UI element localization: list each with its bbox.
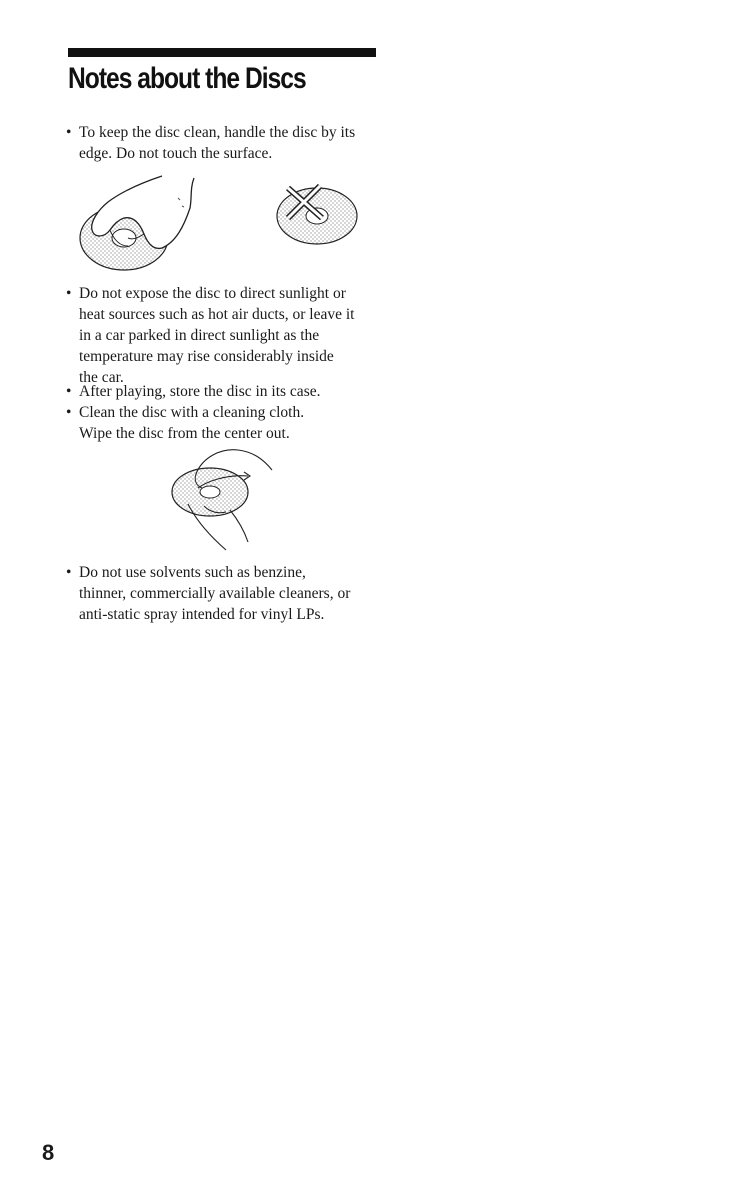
bullet-no-solvents bbox=[66, 562, 386, 625]
wipe-disc-illustration bbox=[168, 446, 278, 552]
bullet-line: After playing, store the disc in its case. bbox=[79, 383, 321, 400]
disc-center-hole bbox=[200, 486, 220, 498]
bullet-line: Clean the disc with a cleaning cloth. bbox=[79, 404, 305, 421]
page-title: Notes about the Discs bbox=[68, 62, 306, 95]
bullet-sunlight-warning bbox=[66, 283, 386, 388]
bullet-marker: • bbox=[66, 285, 72, 302]
bullet-clean-disc bbox=[66, 402, 386, 444]
page-number: 8 bbox=[42, 1140, 55, 1165]
disc-center-hole bbox=[112, 229, 136, 247]
bullet-line: anti-static spray intended for vinyl LPs. bbox=[79, 606, 325, 623]
title-rule bbox=[68, 48, 376, 57]
bullet-marker: • bbox=[66, 124, 72, 141]
bullet-marker: • bbox=[66, 564, 72, 581]
bullet-marker: • bbox=[66, 404, 72, 421]
do-not-touch-surface-illustration bbox=[272, 178, 362, 248]
bullet-line: heat sources such as hot air ducts, or leave it bbox=[79, 306, 355, 323]
bullet-line: thinner, commercially available cleaners, or bbox=[79, 585, 351, 602]
bullet-line: Wipe the disc from the center out. bbox=[79, 425, 290, 442]
bullet-line: temperature may rise considerably inside bbox=[79, 348, 334, 365]
bullet-line: in a car parked in direct sunlight as the bbox=[79, 327, 320, 344]
bullet-line: To keep the disc clean, handle the disc by its bbox=[79, 124, 356, 141]
bullet-marker: • bbox=[66, 383, 72, 400]
hand-holding-disc-illustration bbox=[74, 168, 204, 276]
bullet-line: Do not use solvents such as benzine, bbox=[79, 564, 306, 581]
bullet-handle-disc bbox=[66, 122, 386, 164]
bullet-line: the car. bbox=[79, 369, 124, 386]
bullet-line: edge. Do not touch the surface. bbox=[79, 145, 273, 162]
bullet-line: Do not expose the disc to direct sunlight or bbox=[79, 285, 346, 302]
bullet-store-in-case bbox=[66, 381, 386, 402]
